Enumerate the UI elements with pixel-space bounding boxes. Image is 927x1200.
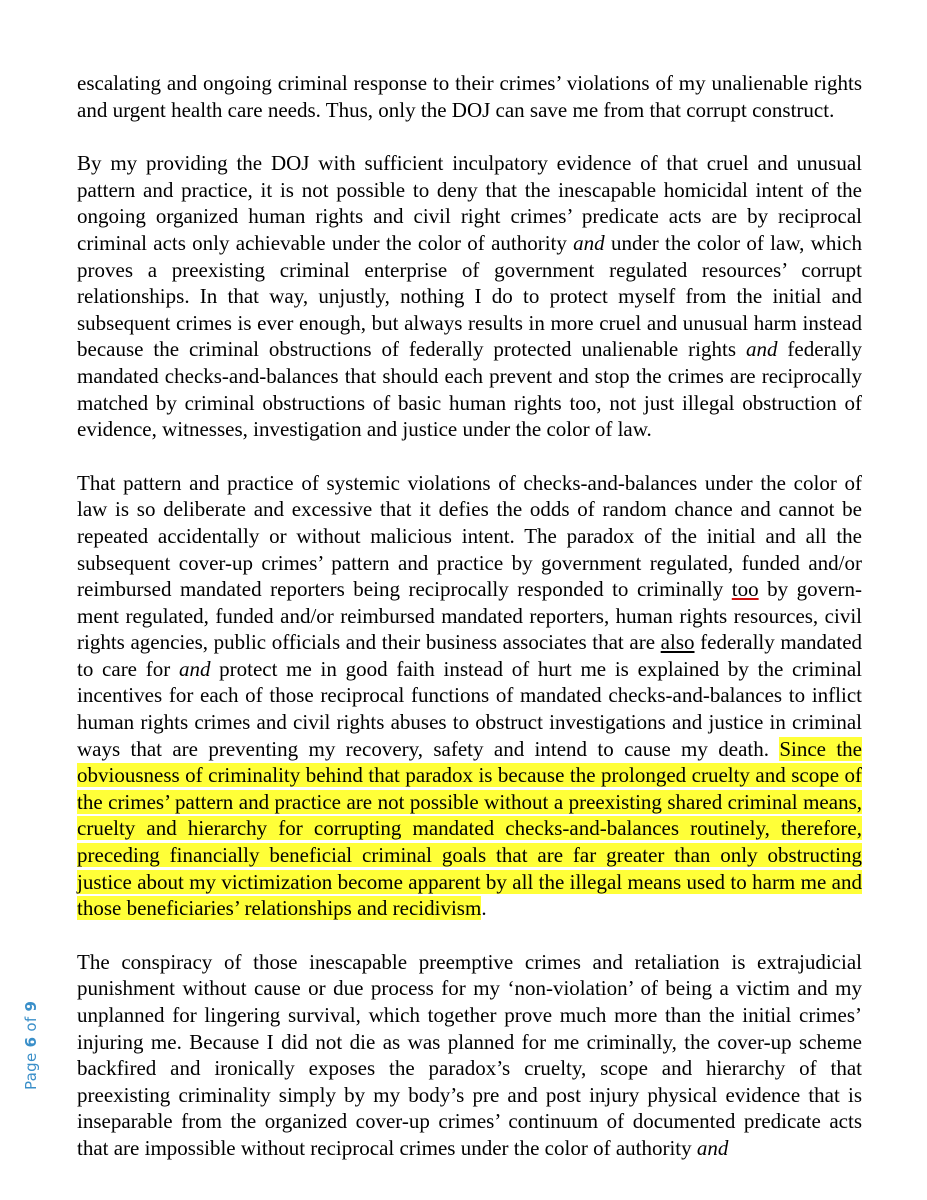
page-number-footer: [22, 1001, 40, 1090]
text-segment: By my providing the DOJ with sufficient inculpatory evidence of that cruel and unusual pattern and practice, it is not possible to deny that the inescapable homicidal intent of the ongoing organized human rights and civil right crimes’ predicate acts are by reciprocal criminal acts only achievable under the color of authority: [77, 151, 862, 255]
total-page-count: 9: [22, 1000, 40, 1012]
underlined-text: also: [660, 630, 695, 655]
italic-text: and: [573, 230, 605, 255]
spellcheck-underlined-text: too: [731, 577, 759, 602]
document-body: [77, 70, 862, 1189]
of-word: of: [22, 1011, 40, 1037]
italic-text: and: [696, 1135, 729, 1160]
text-segment: federally mandated checks-and-balances that should each prevent and stop the crimes are reciprocally matched by criminal obstructions of basic human rights too, not just illegal obstruction of evidence, witnesses, investigation and justice under the color of law.: [77, 337, 862, 442]
italic-text: and: [745, 337, 778, 362]
text-segment: The conspiracy of those inescapable preemptive crimes and retaliation is extrajudicial punishment without cause or due process for my ‘non-violation’ of being a victim and my unplanned for lingering survival, which together prove much more than the initial crimes’ injuring me. Because I did not die as was planned for me criminally, the cover-up scheme backfired and ironically exposes the paradox’s cruelty, scope and hierarchy of that preexisting criminality simply by my body’s pre and post injury physical evidence that is inseparable from the organized cover-up crimes’ continuum of documented predicate acts that are impossible without reciprocal crimes under the color of authority: [77, 949, 862, 1160]
italic-text: and: [178, 656, 211, 681]
highlighted-text: Since the obviousness of criminality behind that paradox is because the prolonged cruelty and scope of the crimes’ pattern and practice are not possible without a preexisting shared criminal means, cruelty and hierarchy for corrupting mandated checks-and-balances routinely, therefore, preceding financially beneficial criminal goals that are far greater than only obstructing justice about my victimization become apparent by all the illegal means used to harm me and those beneficiaries’ relationships and recidivism: [77, 736, 862, 921]
paragraph: [77, 70, 862, 123]
page-word: Page: [22, 1047, 40, 1090]
text-segment: under the color of law, which proves a preexisting criminal enterprise of government regulated resources’ corrupt relationships. In that way, unjustly, nothing I do to protect myself from the initial and subsequent crimes is ever enough, but always results in more cruel and unusual harm instead because the criminal obstructions of federally protected unalienable rights: [77, 230, 862, 362]
text-segment: federally mandated to care for: [77, 630, 863, 681]
text-segment: by government regulated, funded and/or reimbursed mandated reporters, human rights resources, civil rights agencies, public officials and their business associates that are: [77, 577, 862, 655]
text-segment: That pattern and practice of systemic violations of checks-and-balances under the color of law is so deliberate and excessive that it defies the odds of random chance and cannot be repeated accidentally or without malicious intent. The paradox of the initial and all the subsequent cover-up crimes’ pattern and practice by government regulated, funded and/or reimbursed mandated reporters being reciprocally responded to criminally: [77, 470, 862, 602]
current-page-number: 6: [22, 1036, 40, 1048]
paragraph: [77, 949, 862, 1162]
text-segment: protect me in good faith instead of hurt me is explained by the criminal incentives for each of those reciprocal functions of mandated checks-and-balances to inflict human rights crimes and civil rights abuses to obstruct investigations and justice in criminal ways that are preventing my recovery, safety and intend to cause my death.: [77, 656, 862, 761]
paragraph: [77, 150, 862, 443]
text-segment: escalating and ongoing criminal response to their crimes’ violations of my unalienable rights and urgent health care needs. Thus, only the DOJ can save me from that corrupt construct.: [77, 71, 862, 122]
paragraph: [77, 470, 862, 922]
text-segment: .: [481, 896, 487, 921]
